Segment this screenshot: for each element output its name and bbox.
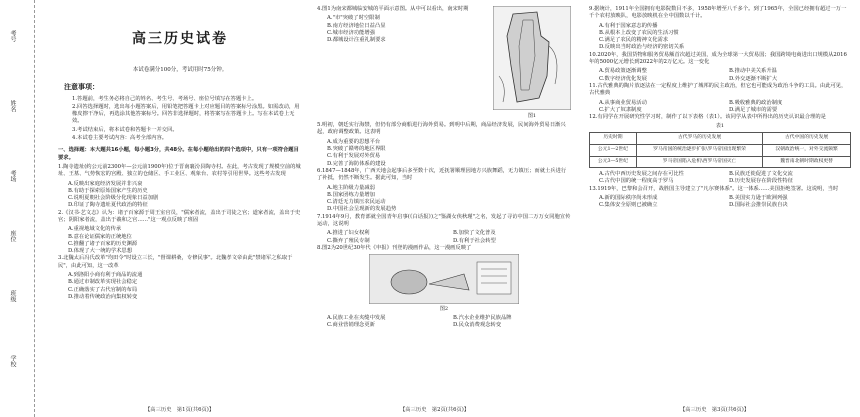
table-cell: 罗马帝国的统治逐步扩张\罗马帝国出现繁荣 <box>636 144 762 156</box>
option: D.印证了陶寺遗址夏代政治的特征 <box>68 202 148 209</box>
question <box>317 122 571 168</box>
option: C.清廷无力镇压农民运动 <box>327 199 386 206</box>
table-row <box>590 144 851 156</box>
table-cell: 罗马帝国陷入危机\西罗马帝国灭亡 <box>636 156 762 168</box>
question-stem: 9.据统计，1911年全国拥有电影院数目不多，1958年增至八千多个。到了1965年，全国已经拥有超过一万一千个农村放映队，电影放映机在全中国数以千计。 <box>589 6 847 20</box>
page-footer: 【高三历史 第3页(共6页)】 <box>680 407 750 413</box>
option: B.意在论证儒家的正统地位 <box>68 233 132 240</box>
option: B.吸收雅典的政治制度 <box>729 99 783 106</box>
question-stem: 1.陶寺遗址(约公元前2300年—公元前1900年)位于晋南襄汾县陶寺村。在此，考古发现了规模空前的城址、王墓、气势恢宏的宫殿、独立的仓储区、手工业区、观象台、农村等引用世界。这些考古发现 <box>58 163 301 178</box>
table-header: 古代中国的历史发展 <box>763 133 851 145</box>
margin-label: 学校 <box>9 355 16 367</box>
option: D.反映出当时政治与经济的密切关系 <box>599 44 685 51</box>
question <box>317 168 571 214</box>
question <box>589 186 851 210</box>
option: A.古代中西历史发展之间存在可比性 <box>599 171 684 178</box>
history-table <box>589 132 851 168</box>
option: A.新的国际秩序尚未形成 <box>599 195 658 202</box>
table-cell: 汉朝政治统一，对外交流频繁 <box>763 144 851 156</box>
option: D.满足了城市的需要 <box>729 106 778 113</box>
cartoon-figure <box>369 254 519 304</box>
option: C.商业营销理念更新 <box>327 322 375 329</box>
option: B.美国实力逊于欧洲列强 <box>729 195 788 202</box>
margin-label: 姓名 <box>9 100 16 112</box>
table-cell: 公元1—2世纪 <box>590 144 637 156</box>
figure-caption: 图1 <box>527 113 537 120</box>
margin-label: 班级 <box>9 290 16 302</box>
option: A.反映出家庭经济发展并非兴衰 <box>68 180 143 187</box>
table-header: 古代罗马的历史发展 <box>636 133 762 145</box>
question <box>58 210 302 256</box>
note-item: 4.本试卷主要考试内容：高考全部内容。 <box>72 135 168 142</box>
question-stem: 6.1847—1848年，广西天地会起事后多至数十次，近抚署顺理因地方兴族舞蹈，无力镇压；而就土兵进行了补抵，仍然不断发生。据此可知，当时 <box>317 167 567 182</box>
page-column-3 <box>589 6 851 210</box>
question-stem: 2.《汉书·艺文志》认为：诸子百家源于周王室官员，"儒家者流，盖出于司徒之官；道家者流，盖出于史官；阴阳家者流，盖出于羲和之官……"这一观点反映了班固 <box>58 209 301 223</box>
option: A.成为重要的思想平台 <box>327 138 381 145</box>
option: C.数字经济优化发展 <box>599 75 647 82</box>
option: B.推动中美关系升温 <box>729 68 777 75</box>
question-stem: 4.图1为南宋都城临安城的平面示意图。从中可以看出，南宋时期 <box>317 6 469 12</box>
question <box>589 52 851 83</box>
question <box>589 83 851 114</box>
option: A.民族工业在夹缝中发展 <box>327 315 386 322</box>
option: D.历史发展存在阶段性特征 <box>729 178 794 185</box>
option: D.民众消费观念转变 <box>453 322 502 329</box>
option: B.南方经济地位日益凸显 <box>327 22 386 29</box>
question <box>58 255 302 301</box>
option: D.都城设计注重礼制要求 <box>327 37 386 44</box>
option: C.推翻了诸子百家的历史渊源 <box>68 240 138 247</box>
option: A.推进了妇女权利 <box>327 230 370 237</box>
page-column-2 <box>317 6 571 330</box>
margin-label: 考号 <box>9 30 16 42</box>
option: B.国家团练力量增加 <box>327 191 375 198</box>
option: D.国际社会推崇民族自决 <box>729 202 788 209</box>
option: C.撕弃了殖民专制 <box>327 237 370 244</box>
question-stem: 10.2020年，我国货物和服务贸易额首次超过美国，成为全球第一大贸易国；我国跨境电商进出口规模从2016年的5000亿元增长到2022年的2万亿元。这一变化 <box>589 51 847 66</box>
question <box>317 214 571 245</box>
option: A.从事商业贸易活动 <box>599 99 647 106</box>
question <box>589 6 851 52</box>
option: B.加快了文化普及 <box>453 230 496 237</box>
city-map-figure <box>493 6 571 110</box>
option: A.重视地域文化的传承 <box>68 226 122 233</box>
figure-1 <box>493 6 571 122</box>
question-stem: 13.1919年，巴黎和会召开，战胜国主导建立了"凡尔赛体系"。这一体系……美国拒绝签署。这说明，当时 <box>589 185 839 192</box>
question <box>317 245 571 330</box>
binding-margin <box>0 0 35 417</box>
figure-caption: 图2 <box>439 306 449 313</box>
option: A.地主阶级力量减弱 <box>327 184 375 191</box>
option: C.满足了农民的精神文化需求 <box>599 37 669 44</box>
figure-2 <box>317 254 571 313</box>
page-footer: 【高三历史 第1页(共6页)】 <box>145 407 215 413</box>
question-stem: 3.北魏太后冯氏改革"均田令"时设立三长，"督课耕桑，专修民事"。北魏孝文帝由此"禁诸军之私取于民"，由此可知，这一改革 <box>58 255 293 269</box>
option: D.完善了海防体系的建设 <box>327 160 386 167</box>
note-item: 1.答题前，考生务必将自己的姓名、考生号、考场号、座位号填写在答题卡上。 <box>72 95 258 102</box>
option: A.到洛阳小商有利于商品的流通 <box>68 272 143 279</box>
question-stem: 5.明初，朝廷实行海禁，但仍有部分商船进行海外贸易。到明中后期，商品经济发展，民间海外贸易日渐兴起，政府调整政策。这表明 <box>317 122 566 136</box>
option: C.古代中国的统一程度高于罗马 <box>599 178 674 185</box>
margin-label: 考场 <box>9 170 16 182</box>
margin-label: 座位 <box>9 230 16 242</box>
exam-title: 高三历史试卷 <box>132 31 228 47</box>
score-info: 本试卷满分100分，考试用时75分钟。 <box>132 67 228 74</box>
option: D.有利于社会转型 <box>453 237 496 244</box>
section-heading: 一、选择题：本大题共16小题，每小题3分，共48分。在每小题给出的四个选项中，只有一项符合题目要求。 <box>58 147 299 161</box>
notes-heading: 注意事项： <box>64 82 99 91</box>
option: C.有利于发展对外贸易 <box>327 153 381 160</box>
option: B.有助于探索原始国家产生的历史 <box>68 187 148 194</box>
option: B.突破了赣粤的地区界限 <box>327 146 386 153</box>
table-row <box>590 156 851 168</box>
option: B.民族迁徙促进了文化交流 <box>729 171 793 178</box>
question-stem: 12.有同学在开展研究性学习时，制作了以下表格（表1）。该同学从表中所得出的历史认识最合理的是 <box>589 114 826 121</box>
option: B.通过市制改革实现社会稳定 <box>68 279 138 286</box>
option: D.外交逐渐不断扩大 <box>729 75 778 82</box>
option: C.集体安全原则已被确立 <box>599 202 658 209</box>
option: B.从根本上改变了农民的生活习惯 <box>599 29 679 36</box>
note-item: 2.回答选择题时，选出每小题答案后，用铅笔把答题卡上对应题目的答案标号涂黑。如需改动，用橡皮擦干净后，再选涂其他答案标号。回答非选择题时，将答案写在答题卡上。写在本试卷上无效。 <box>72 103 300 125</box>
question <box>58 164 302 210</box>
option: C.说明夏朝社会阶级分化现象日益加剧 <box>68 195 159 202</box>
question-stem: 11.古代雅典的陶片放逐法在一定程度上维护了城邦的民主政治，但它也可能成为政治斗争的工具。由此可见，古代雅典 <box>589 82 847 97</box>
table-caption: 表1 <box>715 123 725 130</box>
option: D.推动着传统政治向集权转变 <box>68 293 138 300</box>
page-footer: 【高三历史 第2页(共6页)】 <box>400 407 470 413</box>
option: B.汽水企业维护民族品牌 <box>453 315 512 322</box>
question <box>317 6 489 122</box>
table-cell: 公元3—5世纪 <box>590 156 637 168</box>
table-header: 历史时期 <box>590 133 637 145</box>
question-stem: 7.1914年9月，教育部就全国青年启事(《白话报》)之"鉴湖女侠秋瑾"之名，发起了寻访中国二万万女同胞宣传运动，这说明 <box>317 213 571 228</box>
page-column-1 <box>58 6 302 301</box>
option: D.中国社会呈现新的发展趋势 <box>327 206 397 213</box>
question-stem: 8.图2为20世纪30年代《申报》刊登的漫画作品，这一漫画反映了 <box>317 244 472 251</box>
table-cell: 魏晋南北朝时期政权更替 <box>763 156 851 168</box>
option: A.有利于国家意志的传播 <box>599 22 658 29</box>
question <box>589 114 851 186</box>
option: A."市"突破了时空限制 <box>327 15 380 22</box>
option: D.体现了大一统的学术思想 <box>68 248 133 255</box>
option: A.贸易政策逐渐调整 <box>599 68 647 75</box>
note-item: 3.考试结束后，将本试卷和答题卡一并交回。 <box>72 126 178 133</box>
option: C.正确落实了古代官制的布局 <box>68 286 138 293</box>
option: C.扩大了奴隶制度 <box>599 106 642 113</box>
option: C.城市经济功能增强 <box>327 29 375 36</box>
